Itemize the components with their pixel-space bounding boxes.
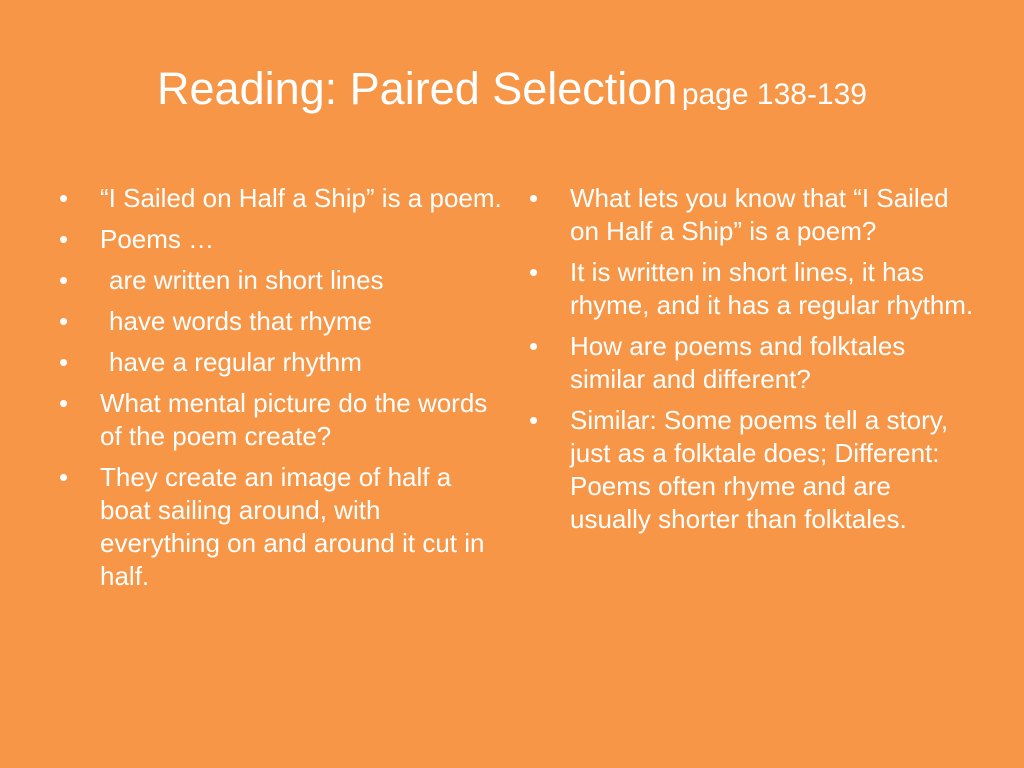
- bullet-marker: •: [59, 347, 69, 377]
- list-item-text: They create an image of half a boat sailing around, with everything on and around it cut in half.: [100, 462, 485, 591]
- list-item-text: are written in short lines: [109, 265, 384, 295]
- right-bullet-list: [527, 182, 977, 544]
- bullet-marker: •: [529, 405, 539, 435]
- bullet-marker: •: [529, 257, 539, 287]
- list-item-text: have words that rhyme: [109, 306, 373, 336]
- bullet-marker: •: [59, 306, 69, 336]
- list-item-text: It is written in short lines, it has rhyme, and it has a regular rhythm.: [570, 257, 974, 320]
- title-main: Reading: Paired Selection: [157, 63, 678, 114]
- slide-title: [0, 63, 1024, 114]
- list-item-text: “I Sailed on Half a Ship” is a poem.: [100, 183, 502, 213]
- list-item: [527, 256, 977, 322]
- list-item-text: have a regular rhythm: [109, 347, 362, 377]
- list-item: [57, 264, 507, 297]
- list-item: [57, 182, 507, 215]
- list-item: [527, 330, 977, 396]
- bullet-marker: •: [529, 331, 539, 361]
- title-subtitle: page 138-139: [681, 78, 867, 111]
- list-item-text: Similar: Some poems tell a story, just as a folktale does; Different: Poems often rhyme and are usually shorter than folktales.: [570, 405, 949, 534]
- list-item: [57, 223, 507, 256]
- list-item: [57, 305, 507, 338]
- list-item: [57, 387, 507, 453]
- bullet-marker: •: [59, 462, 69, 492]
- list-item-text: What lets you know that “I Sailed on Half a Ship” is a poem?: [570, 183, 949, 246]
- bullet-marker: •: [59, 224, 69, 254]
- list-item-text: What mental picture do the words of the poem create?: [100, 388, 488, 451]
- list-item: [527, 182, 977, 248]
- bullet-marker: •: [529, 183, 539, 213]
- left-bullet-list: [57, 182, 507, 601]
- list-item-text: Poems …: [100, 224, 215, 254]
- list-item: [527, 404, 977, 536]
- bullet-marker: •: [59, 388, 69, 418]
- bullet-marker: •: [59, 183, 69, 213]
- bullet-marker: •: [59, 265, 69, 295]
- list-item: [57, 346, 507, 379]
- list-item-text: How are poems and folktales similar and different?: [570, 331, 906, 394]
- list-item: [57, 461, 507, 593]
